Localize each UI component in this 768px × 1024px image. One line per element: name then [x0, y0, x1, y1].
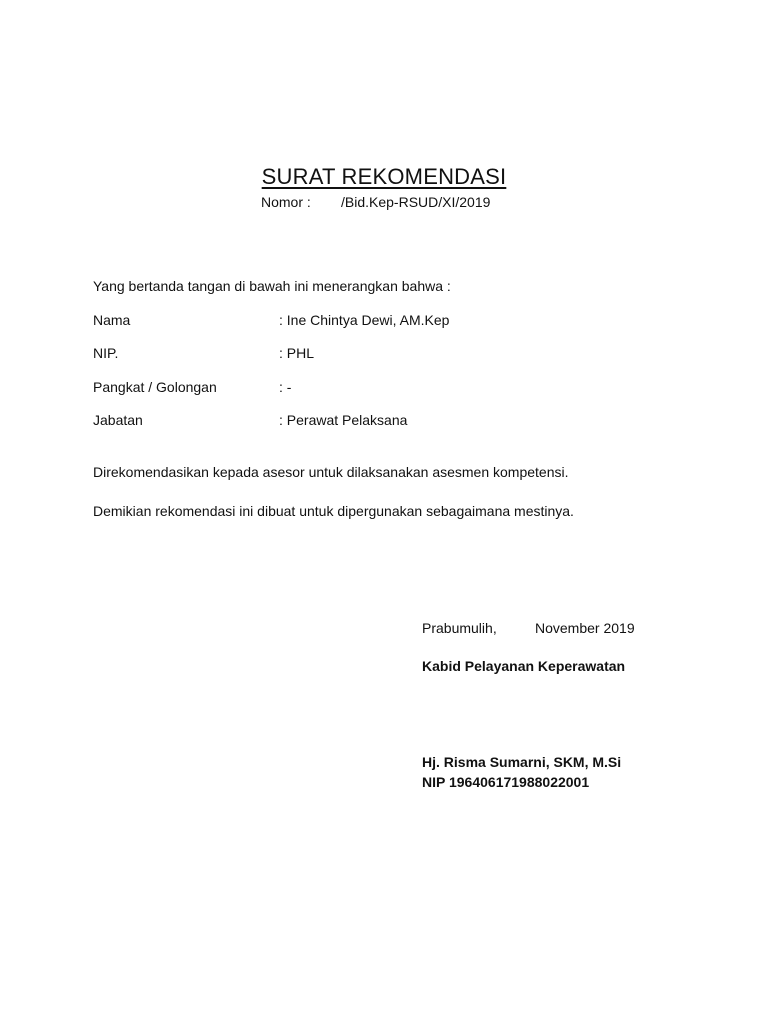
intro-text: Yang bertanda tangan di bawah ini menerangkan bahwa : [93, 278, 451, 294]
signature-position: Kabid Pelayanan Keperawatan [422, 658, 626, 674]
signatory-nip: NIP 196406171988022001 [422, 774, 590, 790]
recommendation-paragraph: Direkomendasikan kepada asesor untuk dilaksanakan asesmen kompetensi. [93, 464, 569, 480]
closing-paragraph: Demikian rekomendasi ini dibuat untuk dipergunakan sebagaimana mestinya. [93, 503, 574, 519]
signatory-name: Hj. Risma Sumarni, SKM, M.Si [422, 754, 622, 770]
field-row-pangkat [93, 378, 291, 396]
signature-place-date [422, 619, 635, 637]
field-value: : Ine Chintya Dewi, AM.Kep [279, 312, 450, 328]
field-row-jabatan [93, 411, 407, 429]
field-row-nama [93, 311, 449, 329]
field-label: Jabatan [93, 412, 143, 428]
field-value: : PHL [279, 345, 315, 361]
document-number [261, 193, 490, 211]
field-value: : - [279, 379, 292, 395]
number-label: Nomor : [261, 194, 311, 210]
field-row-nip [93, 344, 314, 362]
signature-date: November 2019 [535, 620, 635, 636]
field-label: Pangkat / Golongan [93, 379, 217, 395]
signature-city: Prabumulih, [422, 620, 497, 636]
number-value: /Bid.Kep-RSUD/XI/2019 [341, 194, 491, 210]
field-value: : Perawat Pelaksana [279, 412, 408, 428]
field-label: Nama [93, 312, 131, 328]
field-label: NIP. [93, 345, 119, 361]
document-title: SURAT REKOMENDASI [261, 164, 507, 189]
